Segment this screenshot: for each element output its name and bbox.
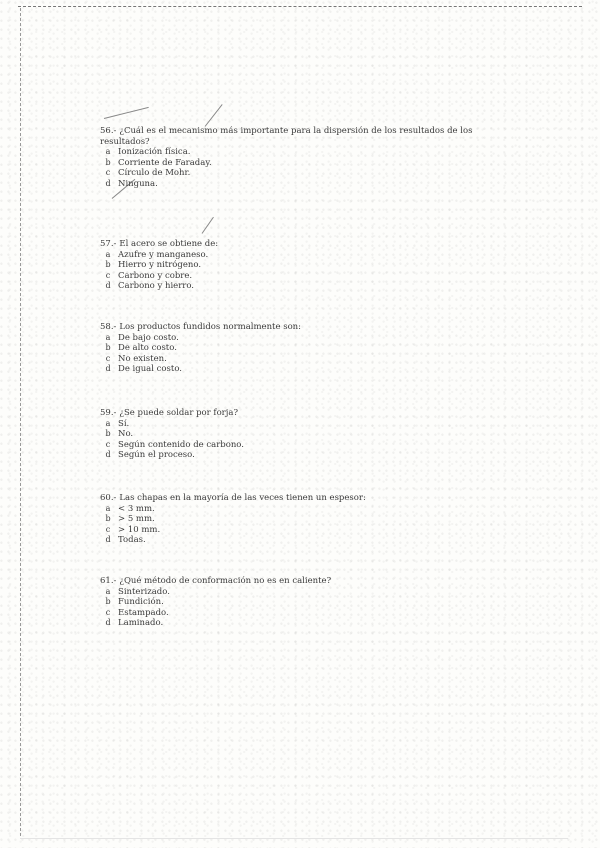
option-a xyxy=(100,587,480,598)
option-mark: a xyxy=(105,418,111,428)
option-mark: b xyxy=(105,514,111,524)
option-text: De alto costo. xyxy=(118,343,177,354)
option-mark: b xyxy=(105,429,111,439)
option-a xyxy=(100,147,480,158)
question-stem xyxy=(100,322,480,333)
question-text: ¿Qué método de conformación no es en caliente? xyxy=(119,576,332,586)
option-d xyxy=(100,535,480,546)
option-list xyxy=(100,504,480,546)
bottom-border xyxy=(20,838,568,839)
option-text: Todas. xyxy=(118,535,146,546)
option-a xyxy=(100,504,480,515)
question-text: El acero se obtiene de: xyxy=(119,239,219,249)
option-mark: a xyxy=(105,147,111,157)
question-text: ¿Cuál es el mecanismo más importante para la dispersión de los resultados de los resultados? xyxy=(100,126,473,147)
option-a xyxy=(100,419,480,430)
question-57 xyxy=(100,239,480,292)
option-mark: d xyxy=(105,450,111,460)
option-d xyxy=(100,179,480,190)
option-d xyxy=(100,618,480,629)
option-text: De bajo costo. xyxy=(118,332,179,343)
top-border xyxy=(18,6,582,7)
question-56 xyxy=(100,126,480,190)
option-text: Carbono y cobre. xyxy=(118,270,193,281)
question-stem xyxy=(100,408,480,419)
option-b xyxy=(100,343,480,354)
question-text: ¿Se puede soldar por forja? xyxy=(119,408,239,418)
question-stem xyxy=(100,239,480,250)
option-c xyxy=(100,440,480,451)
option-c xyxy=(100,525,480,536)
option-text: Laminado. xyxy=(118,618,164,629)
option-b xyxy=(100,158,480,169)
option-d xyxy=(100,364,480,375)
question-61 xyxy=(100,576,480,629)
question-58 xyxy=(100,322,480,375)
option-mark: c xyxy=(105,270,111,280)
option-c xyxy=(100,608,480,619)
option-text: Ionización física. xyxy=(118,147,191,158)
pencil-stroke xyxy=(205,104,223,127)
question-59 xyxy=(100,408,480,461)
option-mark: b xyxy=(105,157,111,167)
option-mark: c xyxy=(105,353,111,363)
option-b xyxy=(100,429,480,440)
option-text: > 10 mm. xyxy=(118,524,161,535)
question-stem xyxy=(100,126,480,147)
option-mark: d xyxy=(105,281,111,291)
question-60 xyxy=(100,493,480,546)
question-number: 58.- xyxy=(100,322,117,332)
option-list xyxy=(100,333,480,375)
option-mark: c xyxy=(105,524,111,534)
option-mark: c xyxy=(105,607,111,617)
pencil-stroke xyxy=(202,217,214,234)
option-list xyxy=(100,250,480,292)
option-text: Según contenido de carbono. xyxy=(118,439,244,450)
option-mark: d xyxy=(105,618,111,628)
option-text: Azufre y manganeso. xyxy=(118,249,209,260)
option-text: Fundición. xyxy=(118,597,164,608)
question-text: Las chapas en la mayoría de las veces tienen un espesor: xyxy=(119,493,366,503)
option-text: Según el proceso. xyxy=(118,450,195,461)
question-number: 60.- xyxy=(100,493,117,503)
question-number: 57.- xyxy=(100,239,117,249)
option-mark: c xyxy=(105,168,111,178)
option-text: Sí. xyxy=(118,418,130,429)
question-stem xyxy=(100,493,480,504)
option-text: Círculo de Mohr. xyxy=(118,168,191,179)
option-mark: a xyxy=(105,586,111,596)
question-stem xyxy=(100,576,480,587)
option-text: Hierro y nitrógeno. xyxy=(118,260,202,271)
question-text: Los productos fundidos normalmente son: xyxy=(119,322,302,332)
question-number: 61.- xyxy=(100,576,117,586)
question-number: 56.- xyxy=(100,126,117,136)
option-mark: a xyxy=(105,332,111,342)
option-text: > 5 mm. xyxy=(118,514,155,525)
option-mark: d xyxy=(105,178,111,188)
option-mark: b xyxy=(105,260,111,270)
option-mark: a xyxy=(105,249,111,259)
left-border xyxy=(20,8,21,836)
option-text: Sinterizado. xyxy=(118,586,170,597)
question-number: 59.- xyxy=(100,408,117,418)
option-text: Estampado. xyxy=(118,607,169,618)
option-mark: c xyxy=(105,439,111,449)
option-text: Ninguna. xyxy=(118,178,158,189)
option-text: Carbono y hierro. xyxy=(118,281,195,292)
option-text: < 3 mm. xyxy=(118,503,155,514)
option-mark: b xyxy=(105,343,111,353)
option-list xyxy=(100,147,480,189)
option-b xyxy=(100,260,480,271)
option-b xyxy=(100,514,480,525)
option-list xyxy=(100,419,480,461)
option-d xyxy=(100,281,480,292)
option-text: No. xyxy=(118,429,134,440)
option-text: Corriente de Faraday. xyxy=(118,157,212,168)
option-b xyxy=(100,597,480,608)
option-text: De igual costo. xyxy=(118,364,182,375)
option-a xyxy=(100,333,480,344)
option-c xyxy=(100,271,480,282)
pencil-stroke xyxy=(104,107,149,119)
option-mark: d xyxy=(105,364,111,374)
option-mark: a xyxy=(105,503,111,513)
option-c xyxy=(100,168,480,179)
option-list xyxy=(100,587,480,629)
option-d xyxy=(100,450,480,461)
option-text: No existen. xyxy=(118,353,167,364)
option-a xyxy=(100,250,480,261)
option-c xyxy=(100,354,480,365)
option-mark: b xyxy=(105,597,111,607)
option-mark: d xyxy=(105,535,111,545)
